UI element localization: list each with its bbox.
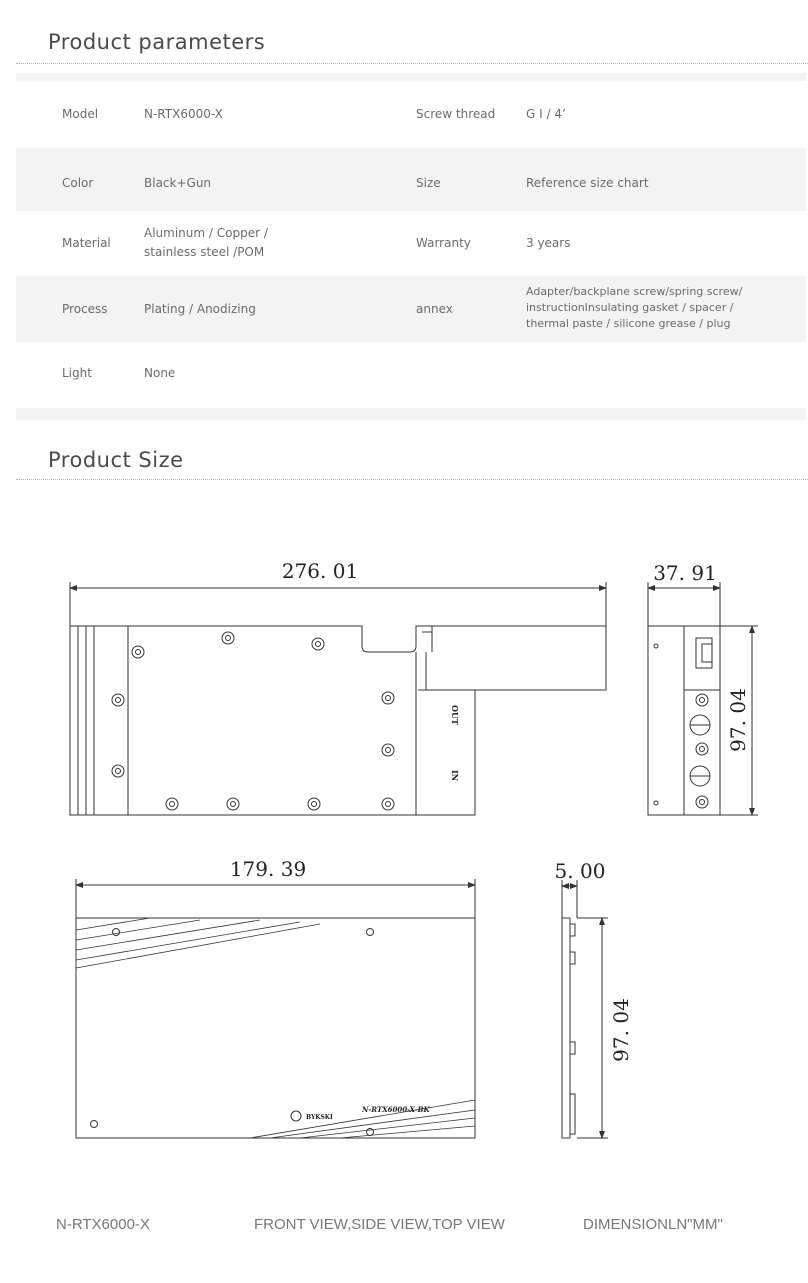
- param-row-process: [16, 276, 806, 342]
- params-divider: [16, 63, 808, 64]
- backplate-model-text: N-RTX6000-X-BK: [362, 1105, 430, 1114]
- param-value: Black+Gun: [144, 176, 212, 190]
- param-value: None: [144, 366, 176, 380]
- param-value: N-RTX6000-X: [144, 107, 223, 121]
- param-label: Screw thread: [416, 107, 496, 121]
- param-value-line: instructionInsulating gasket / spacer /: [526, 301, 734, 314]
- front-view: [70, 582, 606, 815]
- footer-unit: DIMENSIONLN"MM": [583, 1216, 723, 1233]
- size-title: Product Size: [48, 448, 184, 472]
- dim-thin-width: 5. 00: [554, 859, 606, 883]
- param-label: annex: [416, 302, 453, 316]
- param-value-line: stainless steel /POM: [144, 245, 265, 259]
- params-table: [16, 73, 806, 420]
- footer-model: N-RTX6000-X: [56, 1216, 150, 1233]
- dim-front-width: 276. 01: [281, 559, 359, 583]
- param-label: Material: [62, 236, 111, 250]
- table-bottom-strip: [16, 408, 806, 420]
- param-row-color: [16, 148, 806, 211]
- param-value: Plating / Anodizing: [144, 302, 256, 316]
- param-row-model: [16, 81, 806, 148]
- param-label: Process: [62, 302, 108, 316]
- table-top-strip: [16, 73, 806, 81]
- param-value: G I / 4’: [526, 107, 566, 121]
- param-row-light: [16, 342, 806, 408]
- port-out-label: OUT: [450, 705, 460, 725]
- params-title: Product parameters: [48, 30, 266, 54]
- param-value: Reference size chart: [526, 176, 649, 190]
- thin-plate-view: [562, 880, 608, 1138]
- param-value-line: thermal paste / silicone grease / plug: [526, 317, 731, 330]
- dim-back-width: 179. 39: [229, 857, 307, 881]
- param-value-line: Aluminum / Copper /: [144, 226, 268, 240]
- dim-thin-height: 97. 04: [609, 998, 633, 1062]
- param-label: Light: [62, 366, 92, 380]
- backplate-view: [76, 879, 475, 1138]
- dim-side-width: 37. 91: [653, 561, 717, 585]
- dim-side-height: 97. 04: [726, 688, 750, 752]
- param-label: Warranty: [416, 236, 471, 250]
- param-label: Model: [62, 107, 99, 121]
- param-label: Size: [416, 176, 441, 190]
- backplate-logo: [291, 1111, 333, 1121]
- dimension-drawing: [0, 480, 808, 1260]
- param-label: Color: [62, 176, 94, 190]
- param-value-line: Adapter/backplane screw/spring screw/: [526, 285, 743, 298]
- footer-views: FRONT VIEW,SIDE VIEW,TOP VIEW: [254, 1216, 505, 1233]
- param-row-material: [16, 211, 806, 276]
- logo-text: BYKSKI: [306, 1114, 333, 1121]
- param-value: 3 years: [526, 236, 571, 250]
- port-in-label: IN: [450, 770, 460, 782]
